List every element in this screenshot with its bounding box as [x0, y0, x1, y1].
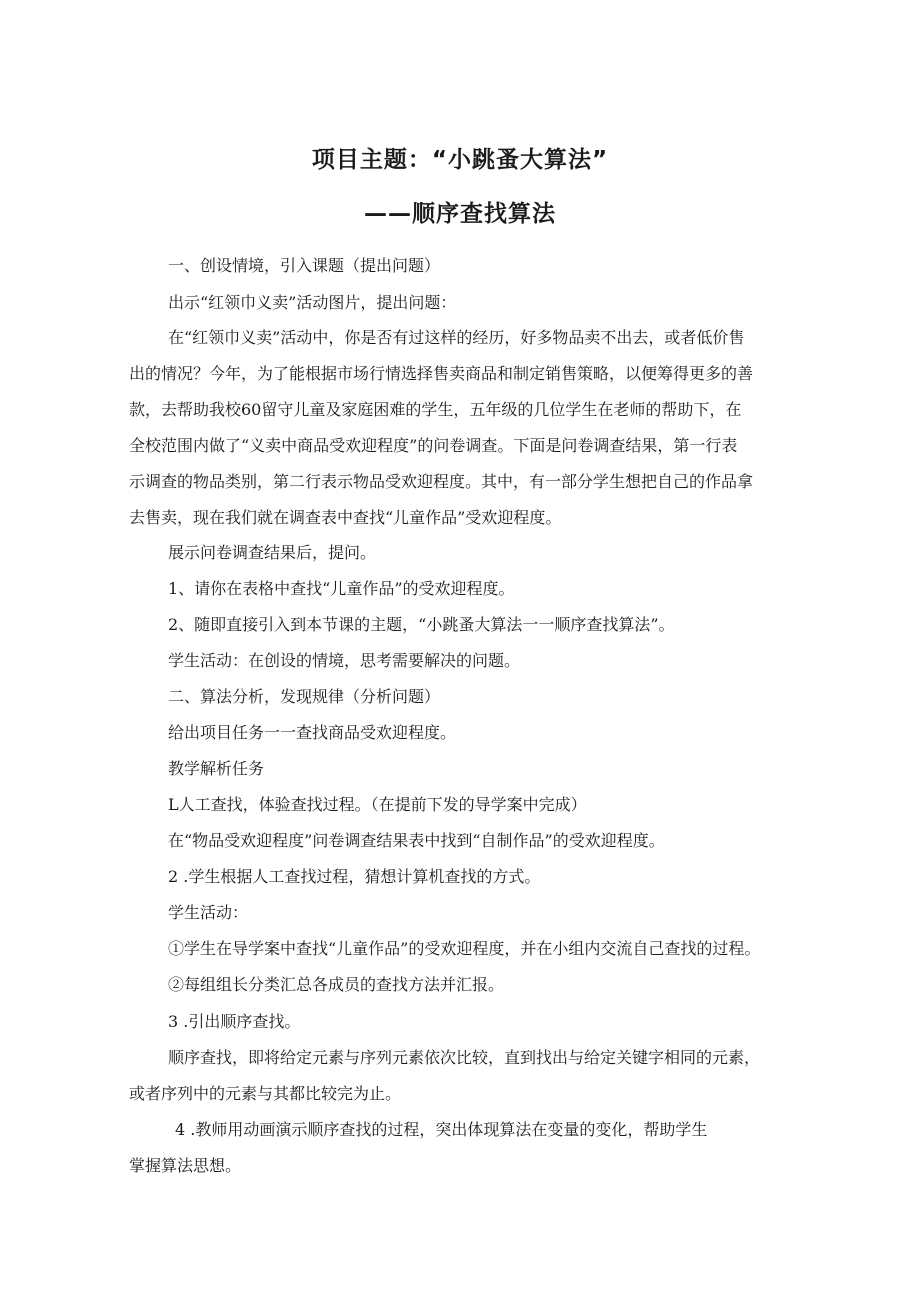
paragraph-line: 在“物品受欢迎程度”问卷调查结果表中找到“自制作品”的受欢迎程度。: [168, 831, 665, 850]
list-item: 1、请你在表格中查找“儿童作品”的受欢迎程度。: [168, 579, 515, 598]
paragraph-line: 教学解析任务: [168, 759, 265, 778]
paragraph-line: 款，去帮助我校60留守儿童及家庭困难的学生，五年级的几位学生在老师的帮助下，在: [129, 400, 742, 419]
paragraph-line: 在“红领巾义卖”活动中，你是否有过这样的经历，好多物品卖不出去，或者低价售: [168, 328, 745, 347]
list-item: 2 .学生根据人工查找过程，猜想计算机查找的方式。: [168, 867, 541, 886]
list-item: 2、随即直接引入到本节课的主题，“小跳蚤大算法一一顺序查找算法”。: [168, 615, 675, 634]
paragraph-line: 学生活动：: [168, 903, 249, 922]
list-item: 4 .教师用动画演示顺序查找的过程，突出体现算法在变量的变化，帮助学生: [175, 1120, 708, 1139]
section-heading-1: 一、创设情境，引入课题（提出问题）: [168, 256, 441, 275]
paragraph-line: 学生活动：在创设的情境，思考需要解决的问题。: [168, 651, 521, 670]
section-heading-2: 二、算法分析，发现规律（分析问题）: [168, 687, 441, 706]
page-title: 项目主题：“小跳蚤大算法”: [311, 147, 609, 173]
list-item: L人工查找，体验查找过程。（在提前下发的导学案中完成）: [168, 795, 587, 814]
paragraph-line: 或者序列中的元素与其都比较完为止。: [129, 1084, 402, 1103]
paragraph-line: 出示“红领巾义卖”活动图片，提出问题：: [168, 293, 457, 312]
paragraph-line: 给出项目任务一一查找商品受欢迎程度。: [168, 723, 457, 742]
list-item: ②每组组长分类汇总各成员的查找方法并汇报。: [168, 975, 505, 994]
paragraph-line: 全校范围内做了“义卖中商品受欢迎程度”的问卷调查。下面是问卷调查结果，第一行表: [129, 436, 738, 455]
page-subtitle: ——顺序查找算法: [364, 201, 556, 227]
paragraph-line: 去售卖，现在我们就在调查表中查找“儿童作品”受欢迎程度。: [129, 508, 562, 527]
paragraph-line: 展示问卷调查结果后，提问。: [168, 543, 377, 562]
paragraph-line: 示调查的物品类别，第二行表示物品受欢迎程度。其中，有一部分学生想把自己的作品拿: [129, 472, 754, 491]
paragraph-line: 出的情况？今年，为了能根据市场行情选择售卖商品和制定销售策略，以便筹得更多的善: [129, 364, 754, 383]
paragraph-line: 掌握算法思想。: [129, 1156, 242, 1175]
list-item: 3 .引出顺序查找。: [168, 1012, 301, 1031]
list-item: ①学生在导学案中查找“儿童作品”的受欢迎程度，并在小组内交流自己查找的过程。: [168, 939, 761, 958]
paragraph-line: 顺序查找，即将给定元素与序列元素依次比较，直到找出与给定关键字相同的元素，: [168, 1048, 761, 1067]
